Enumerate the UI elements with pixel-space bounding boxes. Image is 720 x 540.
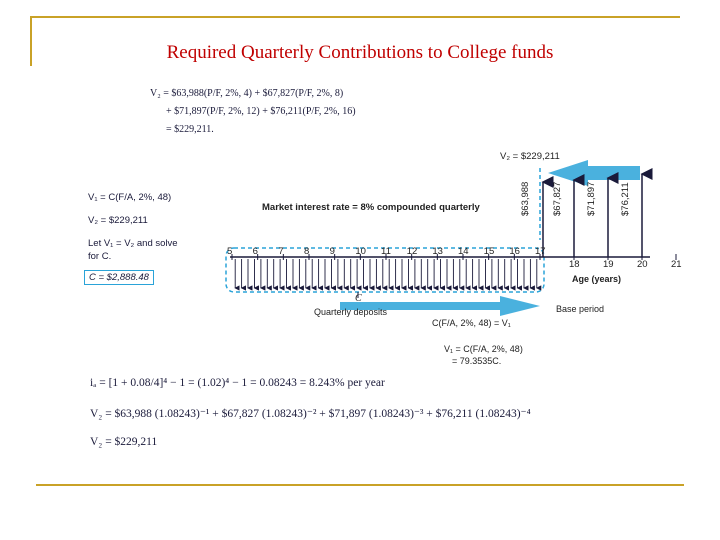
age-tick-13: 13 <box>432 246 443 257</box>
v2-result-equation: V₂ = $229,211 <box>90 436 158 448</box>
left-eq-let2: for C. <box>88 251 112 262</box>
quarterly-deposits-label: Quarterly deposits <box>314 307 388 317</box>
age-tick-7: 7 <box>278 246 284 257</box>
age-tick-16: 16 <box>509 246 520 257</box>
slide-title: Required Quarterly Contributions to College funds <box>166 42 554 63</box>
age-tick-12: 12 <box>406 246 418 257</box>
top-eq-line1: V₂ = $63,988(P/F, 2%, 4) + $67,827(P/F, 2%, 8) <box>150 88 344 99</box>
left-eq-v2: V₂ = $229,211 <box>88 215 148 226</box>
v1-result-line2: = 79.3535C. <box>452 356 502 366</box>
base-period-label: Base period <box>556 304 605 314</box>
age-tick-18: 18 <box>569 259 580 270</box>
age-tick-20: 20 <box>637 259 648 270</box>
v2-pv-equation: V₂ = $63,988 (1.08243)⁻¹ + $67,827 (1.08243)⁻² + $71,897 (1.08243)⁻³ + $76,211 (1.08243)⁻⁴ <box>90 408 531 420</box>
age-tick-14: 14 <box>458 246 469 257</box>
age-tick-11: 11 <box>381 246 391 257</box>
v1-result-line1: V₁ = C(F/A, 2%, 48) <box>444 344 523 354</box>
age-tick-10: 10 <box>355 246 366 257</box>
result-c-box: C = $2,888.48 <box>84 270 154 285</box>
top-eq-line3: = $229,211. <box>166 124 214 135</box>
age-tick-19: 19 <box>603 259 614 270</box>
age-tick-15: 15 <box>483 246 495 257</box>
market-rate-label: Market interest rate = 8% compounded quarterly <box>262 202 480 213</box>
age-tick-8: 8 <box>304 246 310 257</box>
age-tick-5: 5 <box>227 246 233 257</box>
age-tick-17: 17 <box>535 246 546 257</box>
age-tick-6: 6 <box>252 246 258 257</box>
left-eq-v1: V₁ = C(F/A, 2%, 48) <box>88 192 172 203</box>
withdrawal-label-20: $71,897 <box>586 181 597 216</box>
age-tick-21: 21 <box>671 259 682 270</box>
withdrawal-label-18: $63,988 <box>520 181 531 216</box>
fa-equation-label: C(F/A, 2%, 48) = V₁ <box>432 318 511 328</box>
left-eq-let1: Let V₁ = V₂ and solve <box>88 238 178 249</box>
withdrawal-label-21: $76,211 <box>620 182 631 216</box>
diagram-v2-label: V₂ = $229,211 <box>500 151 560 162</box>
age-tick-9: 9 <box>329 246 335 257</box>
withdrawal-label-19: $67,827 <box>552 181 563 216</box>
top-eq-line2: + $71,897(P/F, 2%, 12) + $76,211(P/F, 2%, 16) <box>166 106 356 117</box>
deposit-c-label: C <box>355 293 362 304</box>
effective-rate-equation: iₐ = [1 + 0.08/4]⁴ − 1 = (1.02)⁴ − 1 = 0.08243 = 8.243% per year <box>90 377 385 389</box>
age-axis-label: Age (years) <box>572 274 622 284</box>
